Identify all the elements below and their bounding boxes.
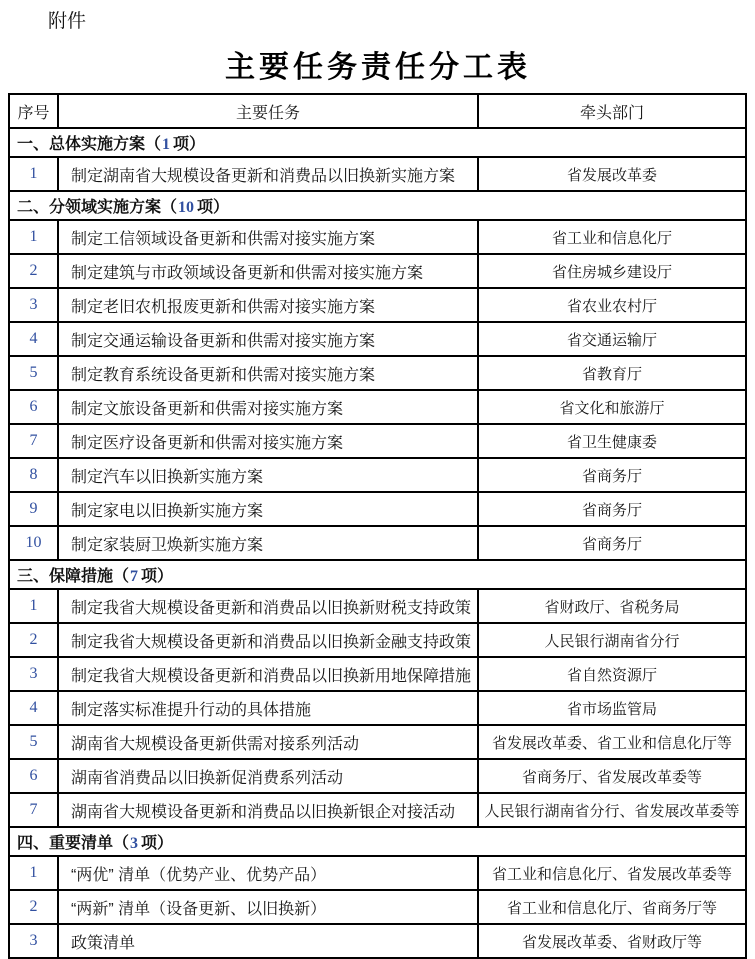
responsibility-table	[8, 93, 747, 959]
section-heading-count: 3	[130, 835, 139, 852]
dept-cell: 省商务厅、省发展改革委等	[478, 759, 746, 793]
table-row	[9, 356, 746, 390]
row-index: 1	[9, 856, 58, 890]
dept-cell: 省财政厅、省税务局	[478, 589, 746, 623]
row-index: 1	[9, 589, 58, 623]
table-row	[9, 220, 746, 254]
task-cell: 制定我省大规模设备更新和消费品以旧换新金融支持政策	[58, 623, 478, 657]
task-cell: “两新” 清单（设备更新、以旧换新）	[58, 890, 478, 924]
table-row	[9, 526, 746, 560]
table-row	[9, 793, 746, 827]
dept-cell: 省工业和信息化厅、省发展改革委等	[478, 856, 746, 890]
table-row	[9, 589, 746, 623]
table-row	[9, 657, 746, 691]
table-row	[9, 157, 746, 191]
task-cell: 政策清单	[58, 924, 478, 958]
row-index: 4	[9, 691, 58, 725]
table-row	[9, 390, 746, 424]
section-heading	[9, 827, 746, 856]
section-heading-suffix: 项）	[141, 568, 174, 585]
task-cell: 制定我省大规模设备更新和消费品以旧换新财税支持政策	[58, 589, 478, 623]
section-heading-row	[9, 128, 746, 157]
table-row	[9, 890, 746, 924]
task-cell: 制定建筑与市政领域设备更新和供需对接实施方案	[58, 254, 478, 288]
section-heading-prefix: 四、重要清单（	[17, 835, 130, 852]
section-heading-count: 1	[162, 136, 171, 153]
row-index: 8	[9, 458, 58, 492]
dept-cell: 省市场监管局	[478, 691, 746, 725]
task-cell: 制定文旅设备更新和供需对接实施方案	[58, 390, 478, 424]
task-cell: 制定家电以旧换新实施方案	[58, 492, 478, 526]
section-heading-row	[9, 191, 746, 220]
section-heading-count: 10	[178, 199, 195, 216]
task-cell: 制定交通运输设备更新和供需对接实施方案	[58, 322, 478, 356]
task-cell: 制定老旧农机报废更新和供需对接实施方案	[58, 288, 478, 322]
table-row	[9, 424, 746, 458]
row-index: 2	[9, 623, 58, 657]
section-heading	[9, 560, 746, 589]
table-row	[9, 458, 746, 492]
task-cell: 制定湖南省大规模设备更新和消费品以旧换新实施方案	[58, 157, 478, 191]
row-index: 6	[9, 759, 58, 793]
row-index: 6	[9, 390, 58, 424]
task-cell: 湖南省大规模设备更新供需对接系列活动	[58, 725, 478, 759]
table-row	[9, 322, 746, 356]
table-row	[9, 759, 746, 793]
dept-cell: 人民银行湖南省分行	[478, 623, 746, 657]
dept-cell: 省发展改革委、省工业和信息化厅等	[478, 725, 746, 759]
section-heading-count: 7	[130, 568, 139, 585]
row-index: 5	[9, 356, 58, 390]
dept-cell: 省自然资源厅	[478, 657, 746, 691]
page-title: 主要任务责任分工表	[225, 51, 531, 84]
section-heading	[9, 128, 746, 157]
task-cell: “两优” 清单（优势产业、优势产品）	[58, 856, 478, 890]
row-index: 7	[9, 793, 58, 827]
row-index: 7	[9, 424, 58, 458]
section-heading-suffix: 项）	[197, 199, 230, 216]
table-row	[9, 691, 746, 725]
dept-cell: 省教育厅	[478, 356, 746, 390]
dept-cell: 省商务厅	[478, 526, 746, 560]
table-body	[9, 128, 746, 958]
row-index: 9	[9, 492, 58, 526]
task-cell: 制定汽车以旧换新实施方案	[58, 458, 478, 492]
table-row	[9, 725, 746, 759]
row-index: 2	[9, 254, 58, 288]
section-heading-prefix: 二、分领域实施方案（	[17, 199, 178, 216]
dept-cell: 省交通运输厅	[478, 322, 746, 356]
dept-cell: 省发展改革委	[478, 157, 746, 191]
col-header-dept: 牵头部门	[478, 94, 746, 128]
task-cell: 湖南省消费品以旧换新促消费系列活动	[58, 759, 478, 793]
row-index: 3	[9, 657, 58, 691]
task-cell: 制定家装厨卫焕新实施方案	[58, 526, 478, 560]
table-row	[9, 924, 746, 958]
row-index: 3	[9, 924, 58, 958]
task-cell: 制定我省大规模设备更新和消费品以旧换新用地保障措施	[58, 657, 478, 691]
task-cell: 制定工信领域设备更新和供需对接实施方案	[58, 220, 478, 254]
task-cell: 制定教育系统设备更新和供需对接实施方案	[58, 356, 478, 390]
dept-cell: 省住房城乡建设厅	[478, 254, 746, 288]
dept-cell: 省文化和旅游厅	[478, 390, 746, 424]
dept-cell: 省农业农村厅	[478, 288, 746, 322]
attachment-label: 附件	[48, 11, 87, 32]
row-index: 4	[9, 322, 58, 356]
section-heading-prefix: 三、保障措施（	[17, 568, 130, 585]
section-heading-row	[9, 827, 746, 856]
header-row	[9, 94, 746, 128]
section-heading-prefix: 一、总体实施方案（	[17, 136, 162, 153]
section-heading	[9, 191, 746, 220]
section-heading-suffix: 项）	[141, 835, 174, 852]
table-row	[9, 254, 746, 288]
task-cell: 湖南省大规模设备更新和消费品以旧换新银企对接活动	[58, 793, 478, 827]
section-heading-row	[9, 560, 746, 589]
dept-cell: 省卫生健康委	[478, 424, 746, 458]
col-header-index: 序号	[9, 94, 58, 128]
col-header-task: 主要任务	[58, 94, 478, 128]
row-index: 1	[9, 220, 58, 254]
row-index: 1	[9, 157, 58, 191]
row-index: 3	[9, 288, 58, 322]
dept-cell: 人民银行湖南省分行、省发展改革委等	[478, 793, 746, 827]
task-cell: 制定落实标准提升行动的具体措施	[58, 691, 478, 725]
table-header	[9, 94, 746, 128]
dept-cell: 省工业和信息化厅、省商务厅等	[478, 890, 746, 924]
row-index: 2	[9, 890, 58, 924]
task-cell: 制定医疗设备更新和供需对接实施方案	[58, 424, 478, 458]
section-heading-suffix: 项）	[173, 136, 206, 153]
table-row	[9, 623, 746, 657]
dept-cell: 省商务厅	[478, 492, 746, 526]
row-index: 10	[9, 526, 58, 560]
dept-cell: 省商务厅	[478, 458, 746, 492]
table-row	[9, 288, 746, 322]
table-row	[9, 492, 746, 526]
row-index: 5	[9, 725, 58, 759]
table-row	[9, 856, 746, 890]
dept-cell: 省发展改革委、省财政厅等	[478, 924, 746, 958]
dept-cell: 省工业和信息化厅	[478, 220, 746, 254]
